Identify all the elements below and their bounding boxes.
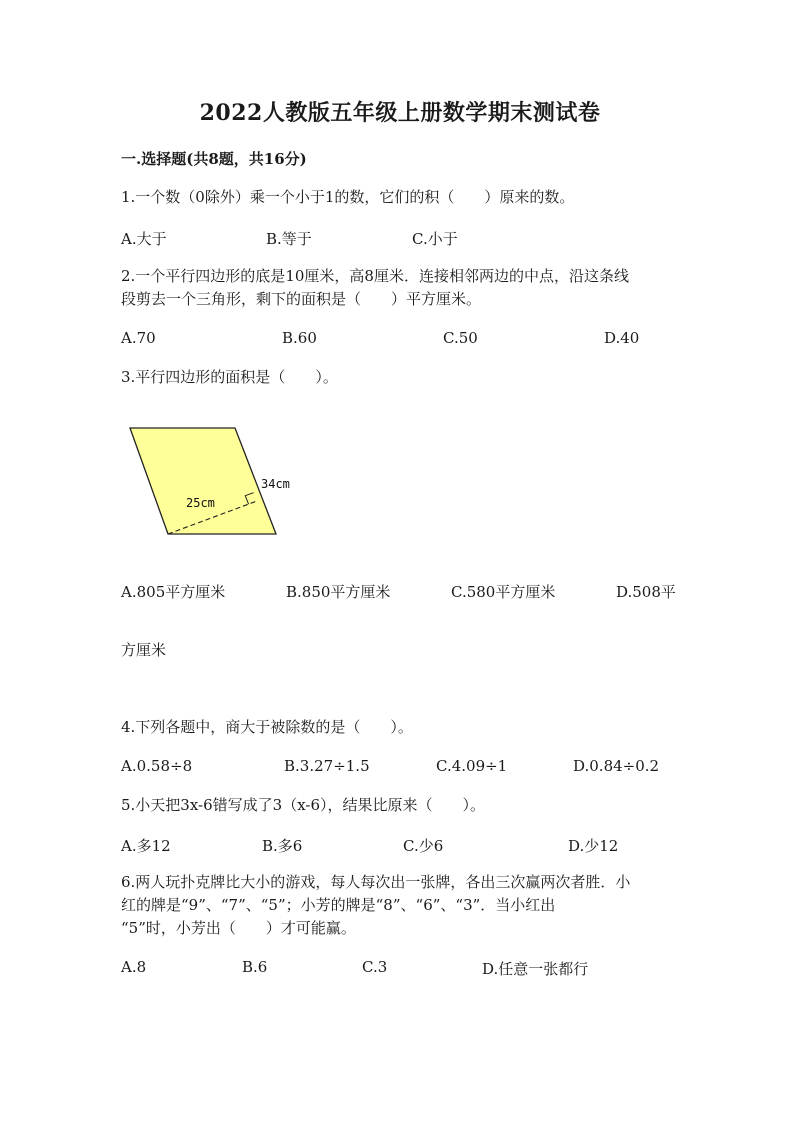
parallelogram-shape xyxy=(130,428,276,534)
question-4-option-d: D.0.84÷0.2 xyxy=(573,757,660,775)
exam-title: 2022人教版五年级上册数学期末测试卷 xyxy=(199,100,601,126)
question-2-option-c: C.50 xyxy=(443,329,478,347)
question-6-option-b: B.6 xyxy=(242,958,268,976)
question-3-option-d: D.508平 xyxy=(616,583,676,601)
question-6-text-line-2: 红的牌是“9”、“7”、“5”；小芳的牌是“8”、“6”、“3”．当小红出 xyxy=(121,896,556,914)
question-6-text-line-3: “5”时，小芳出（ ）才可能赢。 xyxy=(121,919,356,937)
question-4-option-c: C.4.09÷1 xyxy=(436,757,508,775)
question-2-text-line-2: 段剪去一个三角形，剩下的面积是（ ）平方厘米。 xyxy=(121,290,482,308)
question-6-text-line-1: 6.两人玩扑克牌比大小的游戏，每人每次出一张牌，各出三次赢两次者胜．小 xyxy=(121,873,631,891)
question-3-option-d-wrap: 方厘米 xyxy=(121,641,167,659)
question-4-option-b: B.3.27÷1.5 xyxy=(284,757,370,775)
question-6-option-c: C.3 xyxy=(362,958,388,976)
question-5-option-b: B.多6 xyxy=(262,837,303,855)
height-label: 34cm xyxy=(261,477,290,491)
base-label: 25cm xyxy=(186,496,215,510)
parallelogram-figure xyxy=(120,420,320,550)
question-5-option-c: C.少6 xyxy=(403,837,444,855)
question-2-option-b: B.60 xyxy=(282,329,317,347)
question-5-text: 5.小天把3x-6错写成了3（x-6），结果比原来（ ）。 xyxy=(121,796,486,814)
question-2-option-a: A.70 xyxy=(121,329,156,347)
question-3-option-c: C.580平方厘米 xyxy=(451,583,556,601)
question-6-option-d: D.任意一张都行 xyxy=(482,960,589,978)
question-5-option-a: A.多12 xyxy=(121,837,171,855)
question-4-option-a: A.0.58÷8 xyxy=(121,757,193,775)
question-1-option-b: B.等于 xyxy=(266,230,312,248)
section-heading: 一.选择题(共8题，共16分) xyxy=(121,150,307,168)
question-3-option-a: A.805平方厘米 xyxy=(121,583,226,601)
question-1-option-a: A.大于 xyxy=(121,230,167,248)
question-1-text: 1.一个数（0除外）乘一个小于1的数，它们的积（ ）原来的数。 xyxy=(121,188,575,206)
question-5-option-d: D.少12 xyxy=(568,837,619,855)
question-3-text: 3.平行四边形的面积是（ ）。 xyxy=(121,368,338,386)
question-2-option-d: D.40 xyxy=(604,329,640,347)
question-3-option-b: B.850平方厘米 xyxy=(286,583,391,601)
question-6-option-a: A.8 xyxy=(121,958,147,976)
question-2-text-line-1: 2.一个平行四边形的底是10厘米，高8厘米．连接相邻两边的中点，沿这条线 xyxy=(121,267,629,285)
question-1-option-c: C.小于 xyxy=(412,230,458,248)
question-4-text: 4.下列各题中，商大于被除数的是（ ）。 xyxy=(121,718,413,736)
